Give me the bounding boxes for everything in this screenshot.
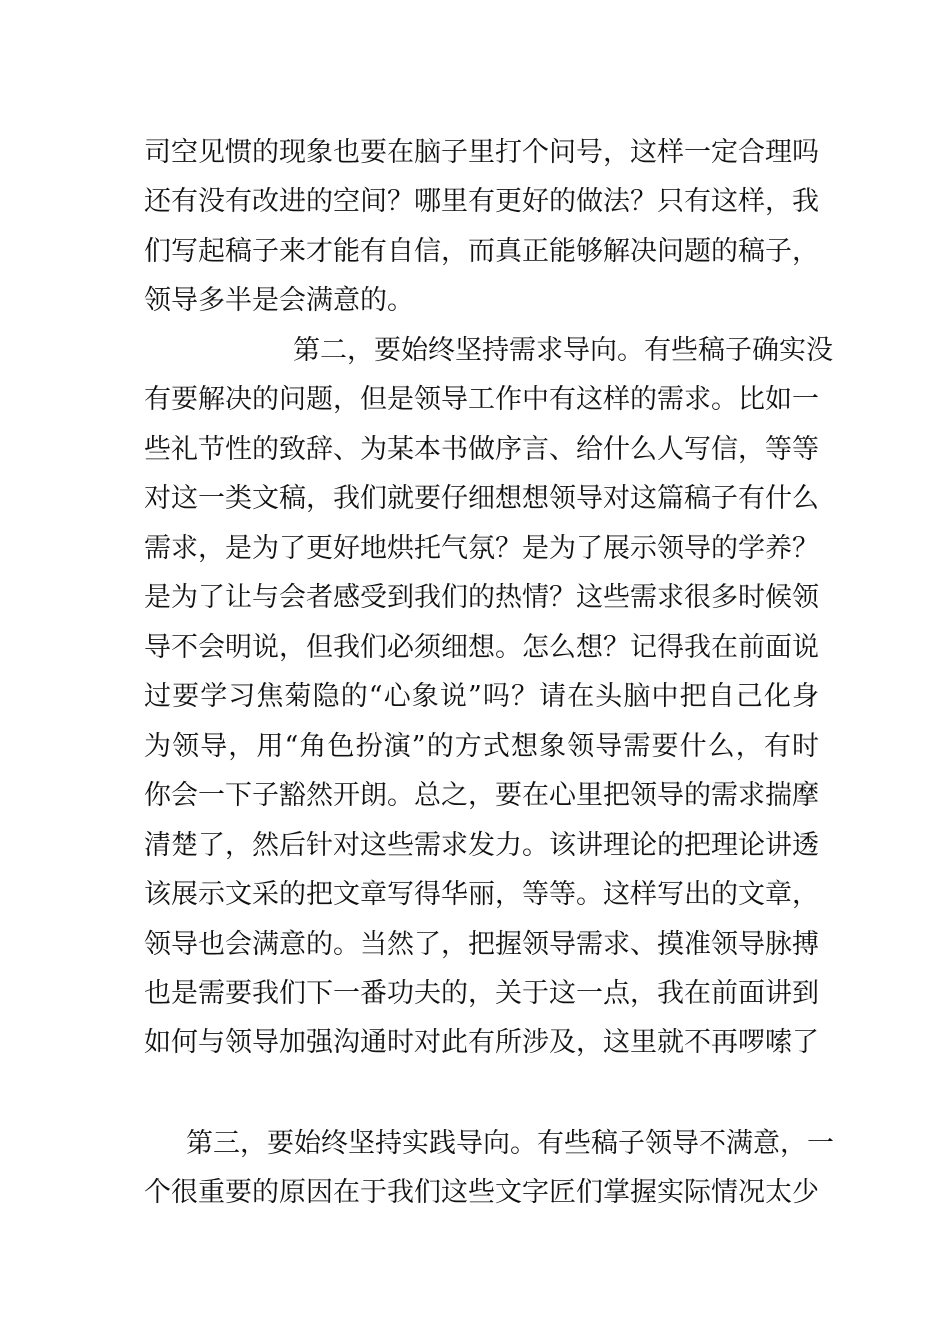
text-line: 些礼节性的致辞、为某本书做序言、给什么人写信，等等	[144, 434, 819, 465]
text-line: 司空见惯的现象也要在脑子里打个问号，这样一定合理吗	[144, 137, 819, 168]
text-line: 有要解决的问题，但是领导工作中有这样的需求。比如一	[144, 384, 819, 415]
text-line: 第二，要始终坚持需求导向。有些稿子确实没	[293, 335, 833, 366]
text-line: 领导多半是会满意的。	[144, 285, 414, 316]
text-line: 你会一下子豁然开朗。总之，要在心里把领导的需求揣摩	[144, 780, 819, 811]
text-line: 如何与领导加强沟通时对此有所涉及，这里就不再啰嗦了	[144, 1027, 819, 1058]
text-line: 个很重要的原因在于我们这些文字匠们掌握实际情况太少	[144, 1177, 819, 1208]
text-line: 导不会明说，但我们必须细想。怎么想？记得我在前面说	[144, 632, 819, 663]
text-line: 们写起稿子来才能有自信，而真正能够解决问题的稿子，	[144, 236, 819, 267]
text-line: 还有没有改进的空间？哪里有更好的做法？只有这样，我	[144, 186, 819, 217]
text-line: 是为了让与会者感受到我们的热情？这些需求很多时候领	[144, 582, 819, 613]
text-line: 该展示文采的把文章写得华丽，等等。这样写出的文章，	[144, 879, 819, 910]
text-line: 为领导，用“角色扮演”的方式想象领导需要什么，有时	[144, 731, 819, 762]
text-line: 领导也会满意的。当然了，把握领导需求、摸准领导脉搏	[144, 929, 819, 960]
text-line: 也是需要我们下一番功夫的，关于这一点，我在前面讲到	[144, 978, 819, 1009]
text-line: 清楚了，然后针对这些需求发力。该讲理论的把理论讲透	[144, 830, 819, 861]
text-line: 对这一类文稿，我们就要仔细想想领导对这篇稿子有什么	[144, 483, 819, 514]
text-line: 过要学习焦菊隐的“心象说”吗？请在头脑中把自己化身	[144, 681, 819, 712]
text-line: 需求，是为了更好地烘托气氛？是为了展示领导的学养？	[144, 533, 819, 564]
text-line: 第三，要始终坚持实践导向。有些稿子领导不满意，一	[186, 1128, 834, 1159]
